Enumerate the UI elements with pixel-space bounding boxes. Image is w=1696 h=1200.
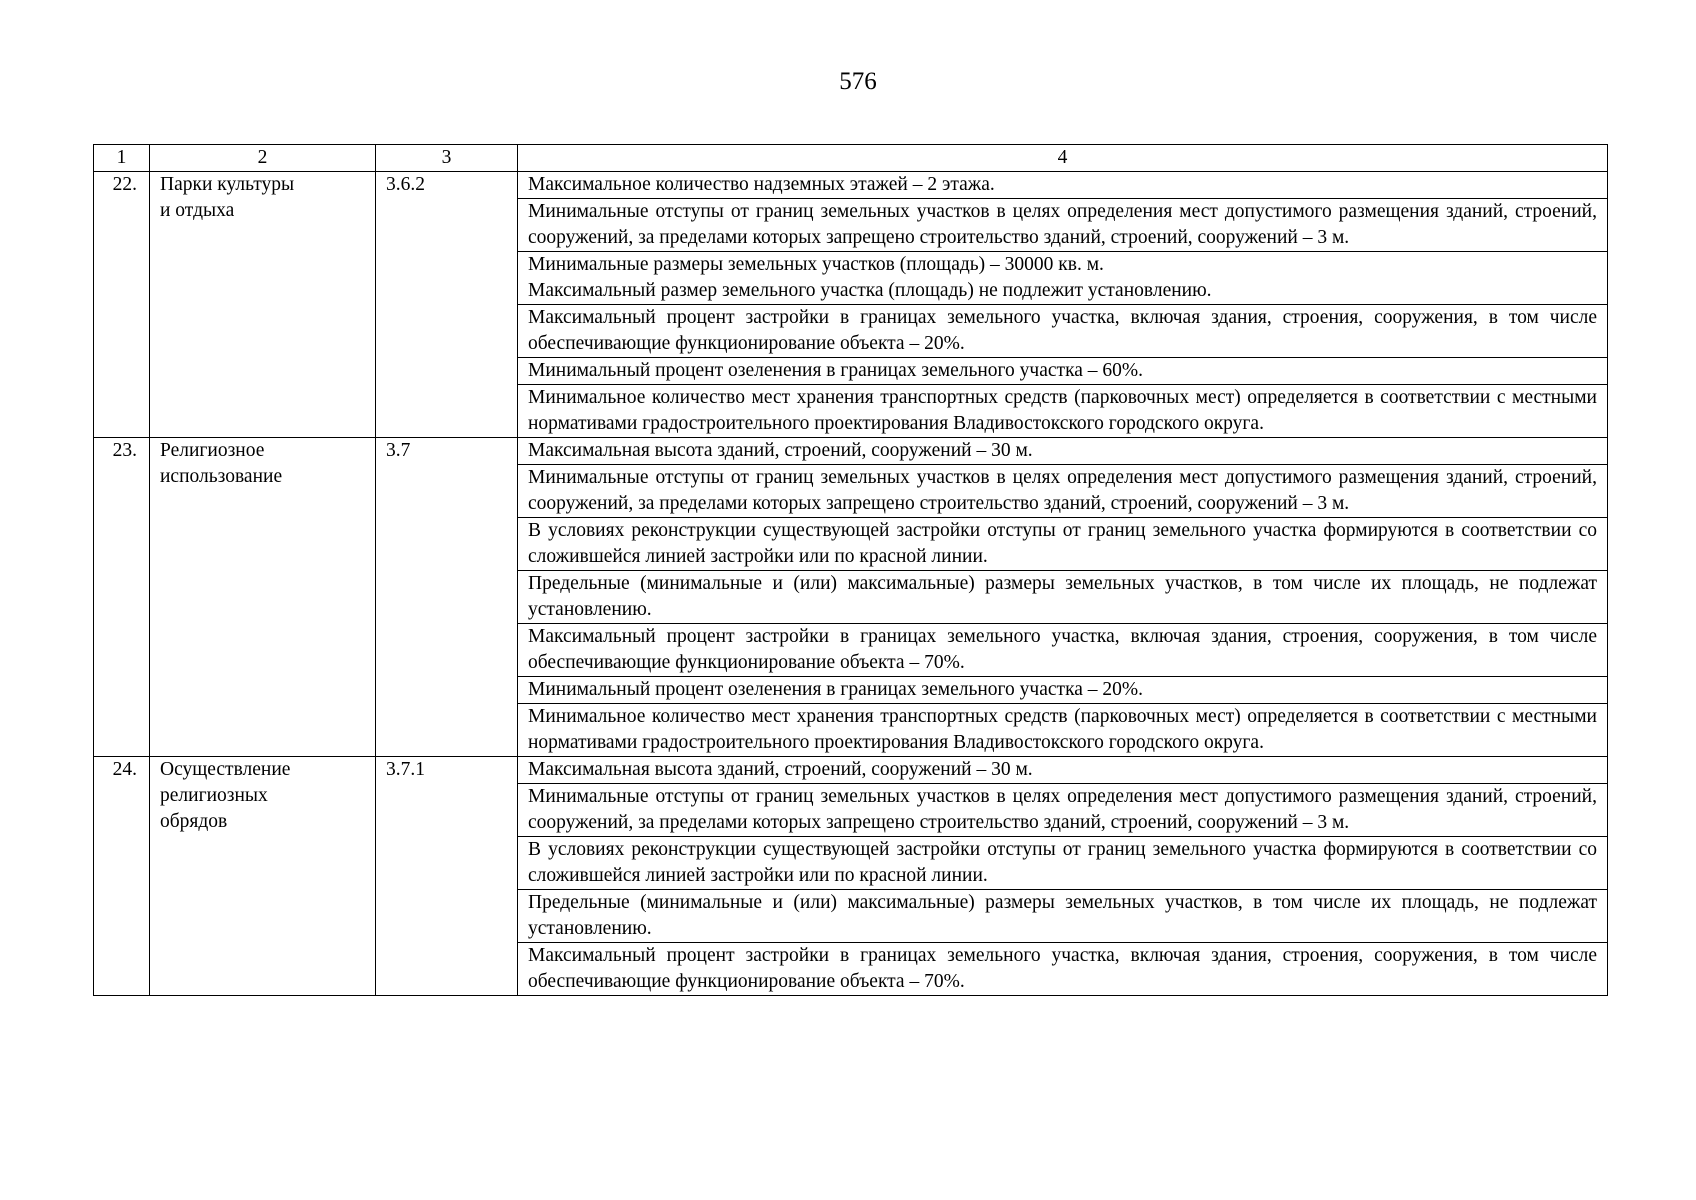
parameter-text: Максимальный процент застройки в границах земельного участка, включая здания, строения, сооружения, в том числе обеспечивающие функционирование объекта – 70%. [528, 626, 1597, 673]
use-type-name-line: религиозных [160, 785, 268, 806]
use-type-name-line: Парки культуры [160, 174, 295, 195]
use-type-name-line: использование [160, 466, 283, 487]
parameter-cell [518, 518, 1608, 571]
use-type-name-line: обрядов [160, 811, 228, 832]
parameter-text: Предельные (минимальные и (или) максимальные) размеры земельных участков, в том числе их площадь, не подлежат установлению. [528, 573, 1597, 620]
use-type-name [150, 172, 376, 438]
row-number: 22. [94, 172, 150, 438]
page-number: 576 [839, 68, 877, 95]
regulations-table-body [94, 145, 1608, 996]
parameter-cell [518, 465, 1608, 518]
parameter-text: В условиях реконструкции существующей застройки отступы от границ земельного участка формируются в соответствии со сложившейся линией застройки или по красной линии. [528, 839, 1597, 886]
use-type-name-line: Религиозное [160, 440, 265, 461]
parameter-text: Минимальные размеры земельных участков (площадь) – 30000 кв. м. [528, 254, 1104, 275]
parameter-text: Максимальная высота зданий, строений, сооружений – 30 м. [528, 440, 1033, 461]
classifier-code: 3.6.2 [376, 172, 518, 438]
use-type-name-line: и отдыха [160, 200, 235, 221]
parameter-cell [518, 837, 1608, 890]
table-row [94, 438, 1608, 465]
table-row [94, 757, 1608, 784]
parameter-text: Минимальный процент озеленения в границах земельного участка – 60%. [528, 360, 1144, 381]
parameter-cell [518, 305, 1608, 358]
parameter-cell [518, 677, 1608, 704]
parameter-cell [518, 172, 1608, 199]
parameter-text: Минимальные отступы от границ земельных участков в целях определения мест допустимого размещения зданий, строений, сооружений, за пределами которых запрещено строительство зданий, строений, сооружений – 3 м. [528, 467, 1597, 514]
parameter-cell [518, 438, 1608, 465]
parameter-cell [518, 784, 1608, 837]
regulations-table [93, 144, 1608, 996]
use-type-name [150, 438, 376, 757]
column-header: 3 [376, 145, 518, 172]
parameter-text: Максимальная высота зданий, строений, сооружений – 30 м. [528, 759, 1033, 780]
parameter-cell [518, 358, 1608, 385]
parameter-text: Минимальные отступы от границ земельных участков в целях определения мест допустимого размещения зданий, строений, сооружений, за пределами которых запрещено строительство зданий, строений, сооружений – 3 м. [528, 786, 1597, 833]
parameter-cell [518, 571, 1608, 624]
parameter-cell [518, 890, 1608, 943]
parameter-cell [518, 943, 1608, 996]
parameter-text: Минимальное количество мест хранения транспортных средств (парковочных мест) определяется в соответствии с местными нормативами градостроительного проектирования Владивостокского городского округа. [528, 706, 1597, 753]
parameter-cell [518, 385, 1608, 438]
classifier-code: 3.7.1 [376, 757, 518, 996]
row-number: 24. [94, 757, 150, 996]
parameter-text: Минимальное количество мест хранения транспортных средств (парковочных мест) определяется в соответствии с местными нормативами градостроительного проектирования Владивостокского городского округа. [528, 387, 1597, 434]
parameter-cell [518, 252, 1608, 305]
parameter-cell [518, 199, 1608, 252]
parameter-cell [518, 757, 1608, 784]
parameter-text: Максимальный процент застройки в границах земельного участка, включая здания, строения, сооружения, в том числе обеспечивающие функционирование объекта – 20%. [528, 307, 1597, 354]
parameter-text: Минимальный процент озеленения в границах земельного участка – 20%. [528, 679, 1144, 700]
parameter-text: Максимальный процент застройки в границах земельного участка, включая здания, строения, сооружения, в том числе обеспечивающие функционирование объекта – 70%. [528, 945, 1597, 992]
use-type-name-line: Осуществление [160, 759, 291, 780]
table-row [94, 172, 1608, 199]
parameter-cell [518, 624, 1608, 677]
parameter-text: Предельные (минимальные и (или) максимальные) размеры земельных участков, в том числе их площадь, не подлежат установлению. [528, 892, 1597, 939]
parameter-cell [518, 704, 1608, 757]
use-type-name [150, 757, 376, 996]
header-row [94, 145, 1608, 172]
parameter-text: Минимальные отступы от границ земельных участков в целях определения мест допустимого размещения зданий, строений, сооружений, за пределами которых запрещено строительство зданий, строений, сооружений – 3 м. [528, 201, 1597, 248]
parameter-text: В условиях реконструкции существующей застройки отступы от границ земельного участка формируются в соответствии со сложившейся линией застройки или по красной линии. [528, 520, 1597, 567]
column-header: 4 [518, 145, 1608, 172]
parameter-text: Максимальное количество надземных этажей – 2 этажа. [528, 174, 995, 195]
column-header: 1 [94, 145, 150, 172]
parameter-text: Максимальный размер земельного участка (площадь) не подлежит установлению. [528, 280, 1212, 301]
row-number: 23. [94, 438, 150, 757]
column-header: 2 [150, 145, 376, 172]
classifier-code: 3.7 [376, 438, 518, 757]
